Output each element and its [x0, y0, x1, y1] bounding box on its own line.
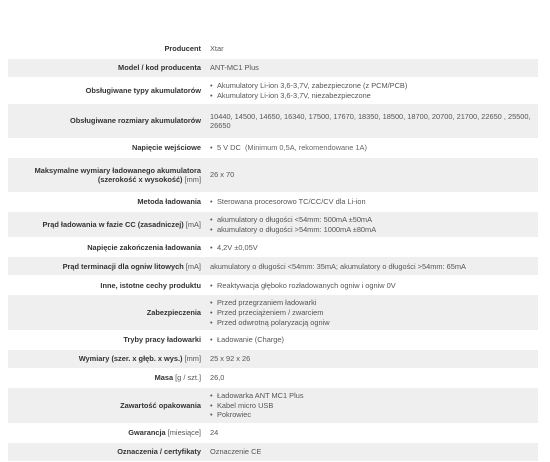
spec-value: [205, 139, 538, 158]
spec-row-input-voltage: [8, 139, 538, 158]
bullet-list: [210, 335, 532, 345]
spec-value: [205, 295, 538, 331]
spec-label: Napięcie zakończenia ładowania: [8, 238, 205, 257]
spec-label: Tryby pracy ładowarki: [8, 331, 205, 350]
spec-label: Inne, istotne cechy produktu: [8, 276, 205, 295]
spec-label: Prąd ładowania w fazie CC (zasadniczej) [mA]: [8, 212, 205, 238]
bullet-list: [210, 298, 532, 327]
spec-value: [205, 193, 538, 212]
spec-label: Model / kod producenta: [8, 59, 205, 78]
spec-row-battery-types: [8, 78, 538, 104]
bullet-item: • Przed odwrotną polaryzacją ogniw: [210, 318, 532, 328]
spec-row-model: [8, 59, 538, 78]
spec-unit: [miesiące]: [167, 428, 201, 438]
spec-value: [205, 212, 538, 238]
spec-value: [205, 78, 538, 104]
spec-row-warranty: [8, 423, 538, 442]
spec-value: [205, 388, 538, 424]
spec-value: 26 x 70: [205, 158, 538, 193]
spec-row-dimensions: [8, 350, 538, 369]
spec-label: Gwarancja [miesiące]: [8, 423, 205, 442]
spec-unit: [mm]: [184, 175, 201, 185]
spec-row-cc-current: [8, 212, 538, 238]
spec-row-operating-modes: [8, 331, 538, 350]
bullet-list: [210, 391, 532, 420]
spec-label: Oznaczenia / certyfikaty: [8, 442, 205, 461]
spec-note: (Minimum 0,5A, rekomendowane 1A): [244, 143, 367, 153]
bullet-item: • akumulatory o długości <54mm: 500mA ±50mA: [210, 215, 532, 225]
spec-label: Producent: [8, 40, 205, 59]
spec-value: ANT-MC1 Plus: [205, 59, 538, 78]
bullet-item: • Kabel micro USB: [210, 401, 532, 411]
bullet-item: • Sterowana procesorowo TC/CC/CV dla Li-ion: [210, 197, 532, 207]
spec-value: 25 x 92 x 26: [205, 350, 538, 369]
spec-label: Napięcie wejściowe: [8, 139, 205, 158]
spec-row-manufacturer: [8, 40, 538, 59]
spec-label: Masa [g / szt.]: [8, 369, 205, 388]
bullet-item: • 5 V DC (Minimum 0,5A, rekomendowane 1A): [210, 143, 532, 153]
spec-row-certificates: [8, 442, 538, 461]
spec-value: 10440, 14500, 14650, 16340, 17500, 17670, 18350, 18500, 18700, 20700, 21700, 22650 , 25500, 26650: [205, 104, 538, 139]
bullet-item: • 4,2V ±0,05V: [210, 243, 532, 253]
bullet-list: [210, 197, 532, 207]
spec-row-package-contents: [8, 388, 538, 424]
spec-value: 24: [205, 423, 538, 442]
bullet-list: [210, 281, 532, 291]
spec-row-charging-method: [8, 193, 538, 212]
bullet-item: • Pokrowiec: [210, 410, 532, 420]
spec-row-end-voltage: [8, 238, 538, 257]
spec-row-protections: [8, 295, 538, 331]
spec-unit: [mA]: [185, 261, 201, 271]
bullet-item: • Reaktywacja głęboko rozładowanych ogniw i ogniw 0V: [210, 281, 532, 291]
bullet-list: [210, 81, 532, 100]
spec-label: Wymiary (szer. x głęb. x wys.) [mm]: [8, 350, 205, 369]
spec-row-other-features: [8, 276, 538, 295]
spec-label: Maksymalne wymiary ładowanego akumulatora (szerokość x wysokość) [mm]: [8, 158, 205, 193]
spec-label: Obsługiwane typy akumulatorów: [8, 78, 205, 104]
bullet-item: • Przed przeciążeniem / zwarciem: [210, 308, 532, 318]
spec-value: Xtar: [205, 40, 538, 59]
bullet-list: [210, 215, 532, 234]
spec-value: [205, 276, 538, 295]
spec-table-body: [8, 40, 538, 461]
bullet-item: • Przed przegrzaniem ładowarki: [210, 298, 532, 308]
spec-label: Zawartość opakowania: [8, 388, 205, 424]
spec-unit: [mA]: [185, 219, 201, 229]
spec-label: Zabezpieczenia: [8, 295, 205, 331]
spec-value: 26,0: [205, 369, 538, 388]
spec-unit: [mm]: [184, 354, 201, 364]
bullet-list: [210, 243, 532, 253]
bullet-item: • Akumulatory Li-ion 3,6-3,7V, niezabezpieczone: [210, 91, 532, 101]
bullet-item: • Akumulatory Li-ion 3,6-3,7V, zabezpieczone (z PCM/PCB): [210, 81, 532, 91]
spec-label: Prąd terminacji dla ogniw litowych [mA]: [8, 257, 205, 276]
bullet-item: • Ładowanie (Charge): [210, 335, 532, 345]
bullet-list: [210, 143, 532, 153]
bullet-item: • akumulatory o długości >54mm: 1000mA ±80mA: [210, 225, 532, 235]
spec-row-termination-current: [8, 257, 538, 276]
spec-value: [205, 331, 538, 350]
spec-unit: [g / szt.]: [175, 373, 201, 383]
spec-label: Obsługiwane rozmiary akumulatorów: [8, 104, 205, 139]
spec-label: Metoda ładowania: [8, 193, 205, 212]
spec-value: Oznaczenie CE: [205, 442, 538, 461]
spec-value: [205, 238, 538, 257]
bullet-item: • Ładowarka ANT MC1 Plus: [210, 391, 532, 401]
spec-row-battery-sizes: [8, 104, 538, 139]
spec-row-weight: [8, 369, 538, 388]
spec-row-max-dimensions: [8, 158, 538, 193]
spec-value: akumulatory o długości <54mm: 35mA; akumulatory o długości >54mm: 65mA: [205, 257, 538, 276]
spec-table: [8, 40, 538, 462]
